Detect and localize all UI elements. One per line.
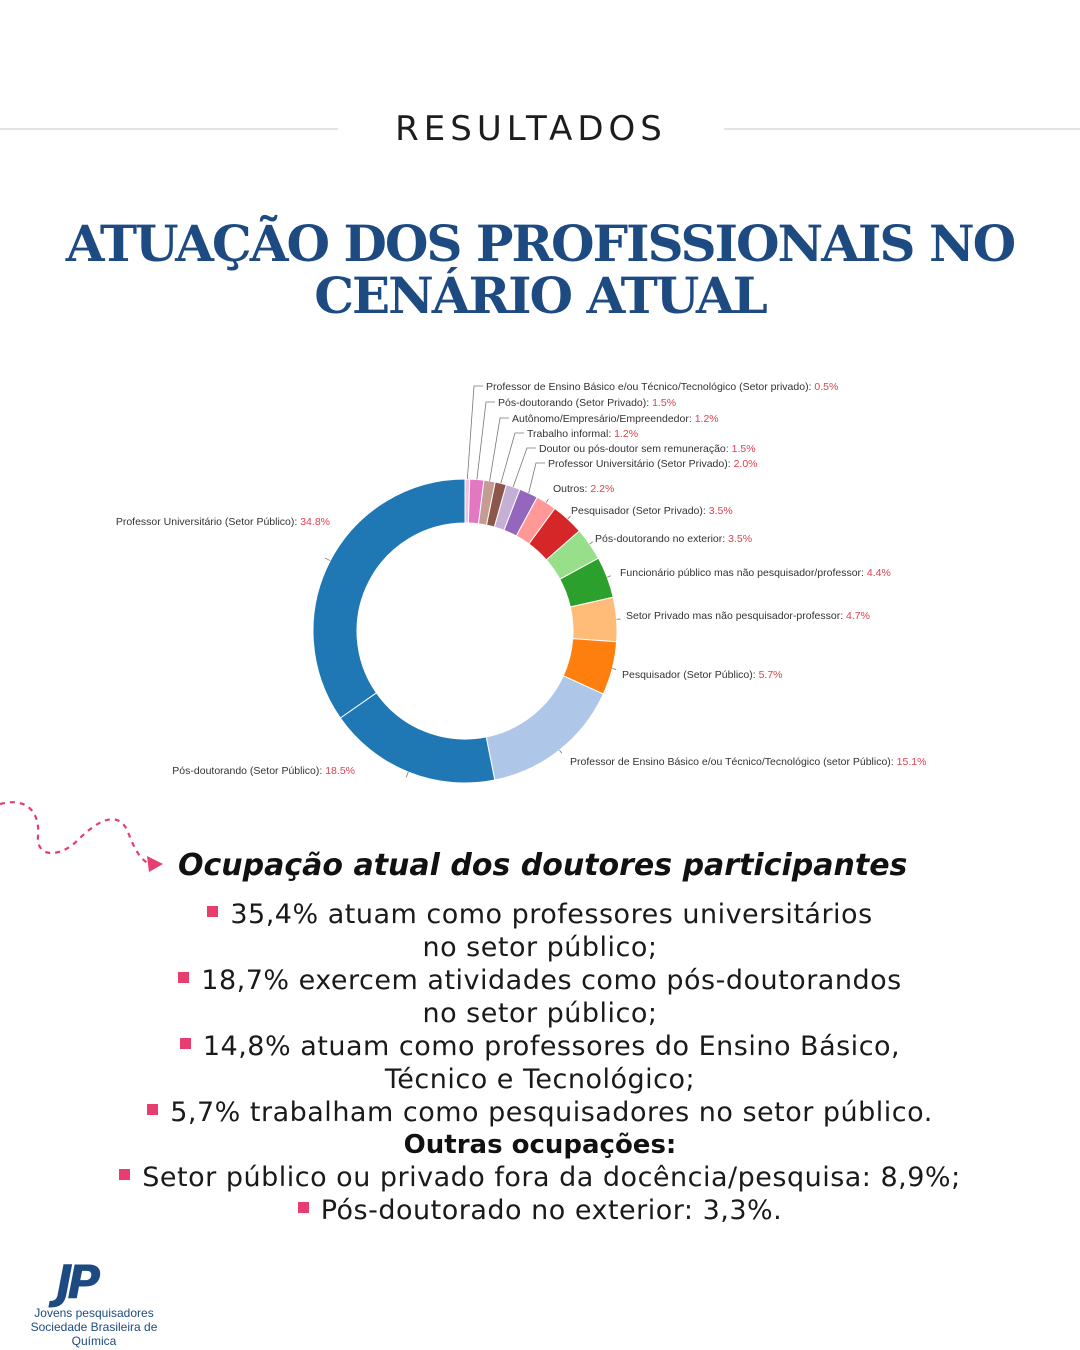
- slice-label: Outros: 2.2%: [553, 483, 615, 495]
- occupation-heading: Ocupação atual dos doutores participantes: [178, 848, 908, 883]
- leader-line: [490, 418, 509, 481]
- section-label: RESULTADOS: [395, 109, 667, 149]
- slice-label: Pesquisador (Setor Privado): 3.5%: [571, 505, 733, 517]
- leader-line: [559, 750, 561, 753]
- occupation-list: [0, 898, 1080, 1227]
- bullet-square-icon: [207, 906, 218, 917]
- list-item: [0, 964, 1080, 1030]
- bullet-square-icon: [180, 1038, 191, 1049]
- slice-value: 4.7%: [846, 610, 870, 622]
- leader-line: [529, 463, 545, 493]
- slice-label: Pesquisador (Setor Público): 5.7%: [622, 669, 783, 681]
- list-item: [0, 1096, 1080, 1129]
- slice-label: Trabalho informal: 1.2%: [527, 428, 639, 440]
- list-item-line1: 18,7% exercem atividades como pós-doutorandos: [201, 965, 902, 996]
- slice-value: 34.8%: [300, 516, 330, 528]
- slice-value: 4.4%: [866, 567, 891, 579]
- list-item-line2: no setor público;: [422, 932, 658, 963]
- leader-line: [546, 499, 548, 502]
- arrow-icon: [147, 856, 163, 872]
- slice-value: 1.2%: [694, 413, 719, 425]
- leader-line: [607, 576, 611, 577]
- leader-line: [477, 402, 495, 479]
- logo-line2: Sociedade Brasileira de Química: [30, 1320, 158, 1348]
- page-title-line1: ATUAÇÃO DOS PROFISSIONAIS NO: [65, 214, 1015, 273]
- slice-label: Setor Privado mas não pesquisador-professor: 4.7%: [626, 610, 870, 622]
- slice-label: Professor de Ensino Básico e/ou Técnico/Tecnológico (setor Público): 15.1%: [570, 756, 927, 768]
- list-item: [0, 1161, 1080, 1194]
- slice-label: Professor Universitário (Setor Privado): 2.0%: [548, 458, 758, 470]
- list-item-line2: Técnico e Tecnológico;: [384, 1064, 696, 1095]
- bullet-square-icon: [178, 972, 189, 983]
- leader-line: [513, 448, 536, 487]
- page-title: [60, 214, 1020, 325]
- leader-line: [406, 772, 408, 778]
- bullet-square-icon: [119, 1169, 130, 1180]
- leader-line: [612, 668, 616, 669]
- list-item-line1: Pós-doutorado no exterior: 3,3%.: [320, 1195, 783, 1226]
- donut-slice: [313, 479, 465, 718]
- logo-line1: Jovens pesquisadores: [34, 1306, 154, 1320]
- other-occupations-heading: Outras ocupações:: [403, 1130, 677, 1160]
- slice-label: Funcionário público mas não pesquisador/professor: 4.4%: [620, 567, 891, 579]
- logo: [10, 1255, 190, 1348]
- slice-value: 3.5%: [728, 533, 753, 545]
- list-item-line1: Setor público ou privado fora da docência/pesquisa: 8,9%;: [142, 1162, 961, 1193]
- list-item-line2: no setor público;: [422, 998, 658, 1029]
- list-item-line1: 35,4% atuam como professores universitários: [230, 899, 873, 930]
- slice-value: 0.5%: [814, 381, 839, 393]
- logo-mark: JP: [56, 1255, 95, 1309]
- bullet-square-icon: [147, 1104, 158, 1115]
- list-item: [0, 1030, 1080, 1096]
- list-item-line1: 14,8% atuam como professores do Ensino Básico,: [202, 1031, 901, 1062]
- slice-label: Autônomo/Empresário/Empreendedor: 1.2%: [512, 413, 719, 425]
- slice-label: Doutor ou pós-doutor sem remuneração: 1.5%: [539, 443, 756, 455]
- slice-value: 5.7%: [758, 669, 783, 681]
- leader-line: [325, 558, 330, 561]
- leader-line: [590, 542, 593, 544]
- slice-label: Pós-doutorando (Setor Privado): 1.5%: [498, 397, 677, 409]
- list-item-line1: 5,7% trabalham como pesquisadores no setor público.: [170, 1097, 933, 1128]
- slice-value: 2.2%: [590, 483, 615, 495]
- list-item: [0, 898, 1080, 964]
- donut-slice: [340, 693, 494, 783]
- slice-value: 18.5%: [325, 765, 355, 777]
- slice-value: 2.0%: [733, 458, 758, 470]
- slice-label: Professor Universitário (Setor Público): 34.8%: [115, 516, 330, 528]
- divider-right: [724, 128, 1080, 130]
- dotted-swirl-decoration: [0, 796, 170, 876]
- donut-chart: [0, 370, 1080, 790]
- slice-value: 3.5%: [708, 505, 733, 517]
- list-item: [0, 1194, 1080, 1227]
- slice-label: Professor de Ensino Básico e/ou Técnico/Tecnológico (Setor privado): 0.5%: [486, 381, 839, 393]
- section-header: [0, 106, 1080, 152]
- bullet-square-icon: [298, 1202, 309, 1213]
- slice-value: 1.5%: [731, 443, 756, 455]
- slice-label: Pós-doutorando no exterior: 3.5%: [595, 533, 753, 545]
- slice-value: 1.5%: [652, 397, 677, 409]
- slice-value: 1.2%: [614, 428, 639, 440]
- slice-label: Pós-doutorando (Setor Público): 18.5%: [172, 765, 355, 777]
- divider-left: [0, 128, 338, 130]
- leader-line: [467, 386, 483, 479]
- page-title-line2: CENÁRIO ATUAL: [314, 266, 766, 325]
- leader-line: [501, 433, 524, 483]
- slice-value: 15.1%: [896, 756, 927, 768]
